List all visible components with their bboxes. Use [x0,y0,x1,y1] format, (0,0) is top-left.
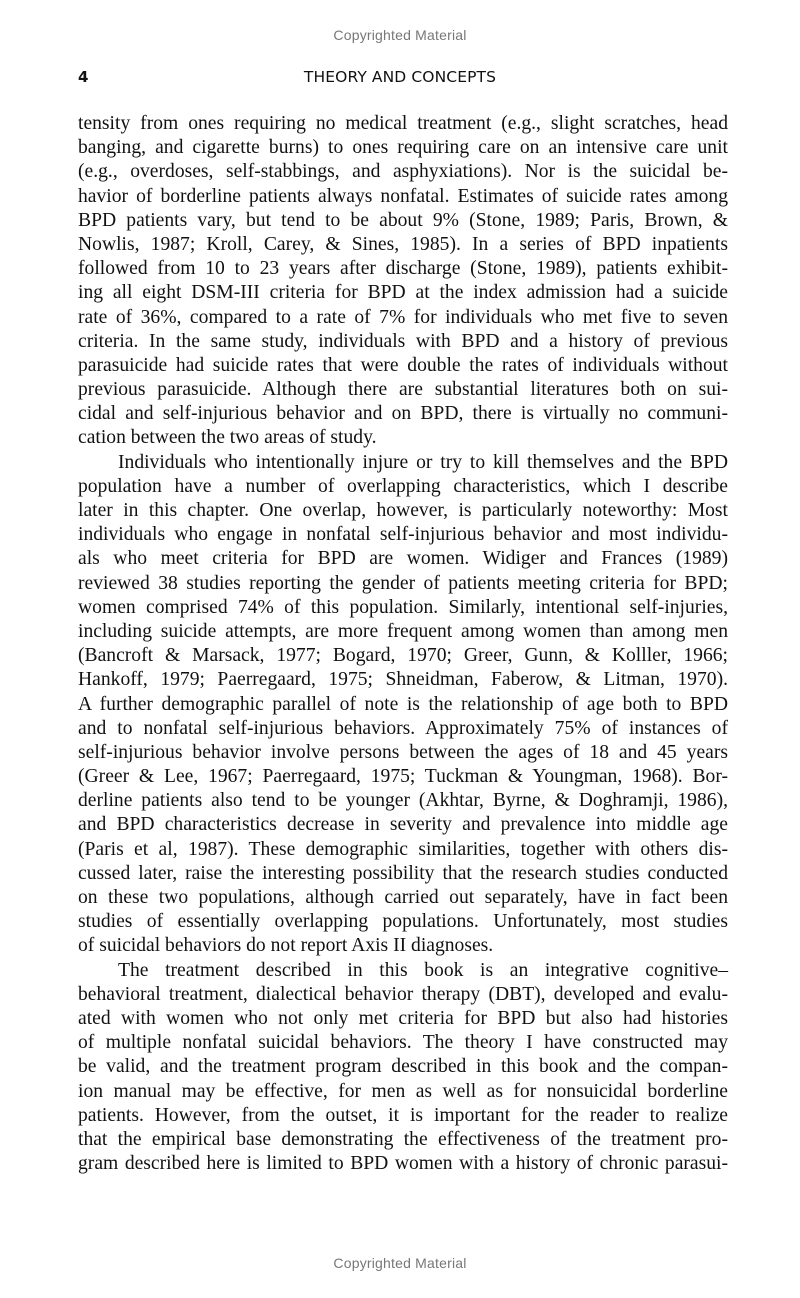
text-line: that the empirical base demonstrating the effectiveness of the treatment pro- [78,1128,728,1150]
text-line: parasuicide had suicide rates that were double the rates of individuals without [78,354,728,376]
text-line: ion manual may be effective, for men as well as for nonsuicidal borderline [78,1080,728,1102]
running-head [78,68,728,88]
text-line: havior of borderline patients always nonfatal. Estimates of suicide rates among [78,185,728,207]
text-line: population have a number of overlapping characteristics, which I describe [78,475,728,497]
text-line: criteria. In the same study, individuals with BPD and a history of previous [78,330,728,352]
text-line: The treatment described in this book is an integrative cognitive– [118,959,728,981]
text-line: (Bancroft & Marsack, 1977; Bogard, 1970; Greer, Gunn, & Kolller, 1966; [78,645,728,667]
paragraph [78,451,728,959]
text-line: cidal and self-injurious behavior and on BPD, there is virtually no communi- [78,403,728,425]
text-line: tensity from ones requiring no medical treatment (e.g., slight scratches, head [78,113,728,134]
text-line: of multiple nonfatal suicidal behaviors. The theory I have constructed may [78,1032,728,1054]
text-line: and to nonfatal self-injurious behaviors. Approximately 75% of instances of [78,717,728,739]
text-line: (e.g., overdoses, self-stabbings, and asphyxiations). Nor is the suicidal be- [78,161,728,183]
page-number: 4 [78,68,89,86]
text-line: Nowlis, 1987; Kroll, Carey, & Sines, 1985). In a series of BPD inpatients [78,233,728,255]
text-line: rate of 36%, compared to a rate of 7% for individuals who met five to seven [78,306,728,328]
text-line: on these two populations, although carried out separately, have in fact been [78,887,728,908]
text-line: studies of essentially overlapping populations. Unfortunately, most studies [78,911,728,933]
text-line: previous parasuicide. Although there are substantial literatures both on sui- [78,379,728,401]
text-line: patients. However, from the outset, it is important for the reader to realize [78,1104,728,1126]
text-line: followed from 10 to 23 years after discharge (Stone, 1989), patients exhibit- [78,258,728,280]
text-line: and BPD characteristics decrease in severity and prevalence into middle age [78,814,728,836]
text-line: behavioral treatment, dialectical behavior therapy (DBT), developed and evalu- [78,983,728,1005]
text-line: A further demographic parallel of note is the relationship of age both to BPD [78,693,728,715]
body-text [78,112,728,1176]
text-line: Hankoff, 1979; Paerregaard, 1975; Shneidman, Faberow, & Litman, 1970). [78,669,728,691]
text-line: als who meet criteria for BPD are women. Widiger and Frances (1989) [78,548,728,570]
text-line: cussed later, raise the interesting possibility that the research studies conducted [78,862,728,884]
text-line: individuals who engage in nonfatal self-injurious behavior and most individu- [78,524,728,546]
text-line: Individuals who intentionally injure or try to kill themselves and the BPD [118,451,728,473]
text-line: (Paris et al, 1987). These demographic similarities, together with others dis- [78,838,728,860]
copyright-watermark-bottom: Copyrighted Material [333,1255,467,1271]
text-line: later in this chapter. One overlap, however, is particularly noteworthy: Most [78,500,728,521]
text-line: ing all eight DSM-III criteria for BPD at the index admission had a suicide [78,282,728,304]
text-line: (Greer & Lee, 1967; Paerregaard, 1975; Tuckman & Youngman, 1968). Bor- [78,766,728,788]
text-line: derline patients also tend to be younger (Akhtar, Byrne, & Doghramji, 1986), [78,790,728,812]
text-line: be valid, and the treatment program described in this book and the compan- [78,1056,728,1078]
chapter-title: THEORY AND CONCEPTS [303,68,497,86]
text-line: ated with women who not only met criteria for BPD but also had histories [78,1007,728,1029]
paragraph [78,112,728,451]
text-line: reviewed 38 studies reporting the gender of patients meeting criteria for BPD; [78,572,728,594]
text-line: cation between the two areas of study. [78,427,377,449]
text-line: gram described here is limited to BPD women with a history of chronic parasui- [78,1153,728,1175]
text-line: self-injurious behavior involve persons between the ages of 18 and 45 years [78,741,728,763]
text-line: banging, and cigarette burns) to ones requiring care on an intensive care unit [78,137,728,159]
paragraph [78,959,728,1177]
text-line: BPD patients vary, but tend to be about 9% (Stone, 1989; Paris, Brown, & [78,209,728,231]
text-line: women comprised 74% of this population. Similarly, intentional self-injuries, [78,596,728,618]
copyright-watermark-top: Copyrighted Material [333,27,467,43]
text-line: of suicidal behaviors do not report Axis II diagnoses. [78,935,494,957]
text-line: including suicide attempts, are more frequent among women than among men [78,620,728,642]
